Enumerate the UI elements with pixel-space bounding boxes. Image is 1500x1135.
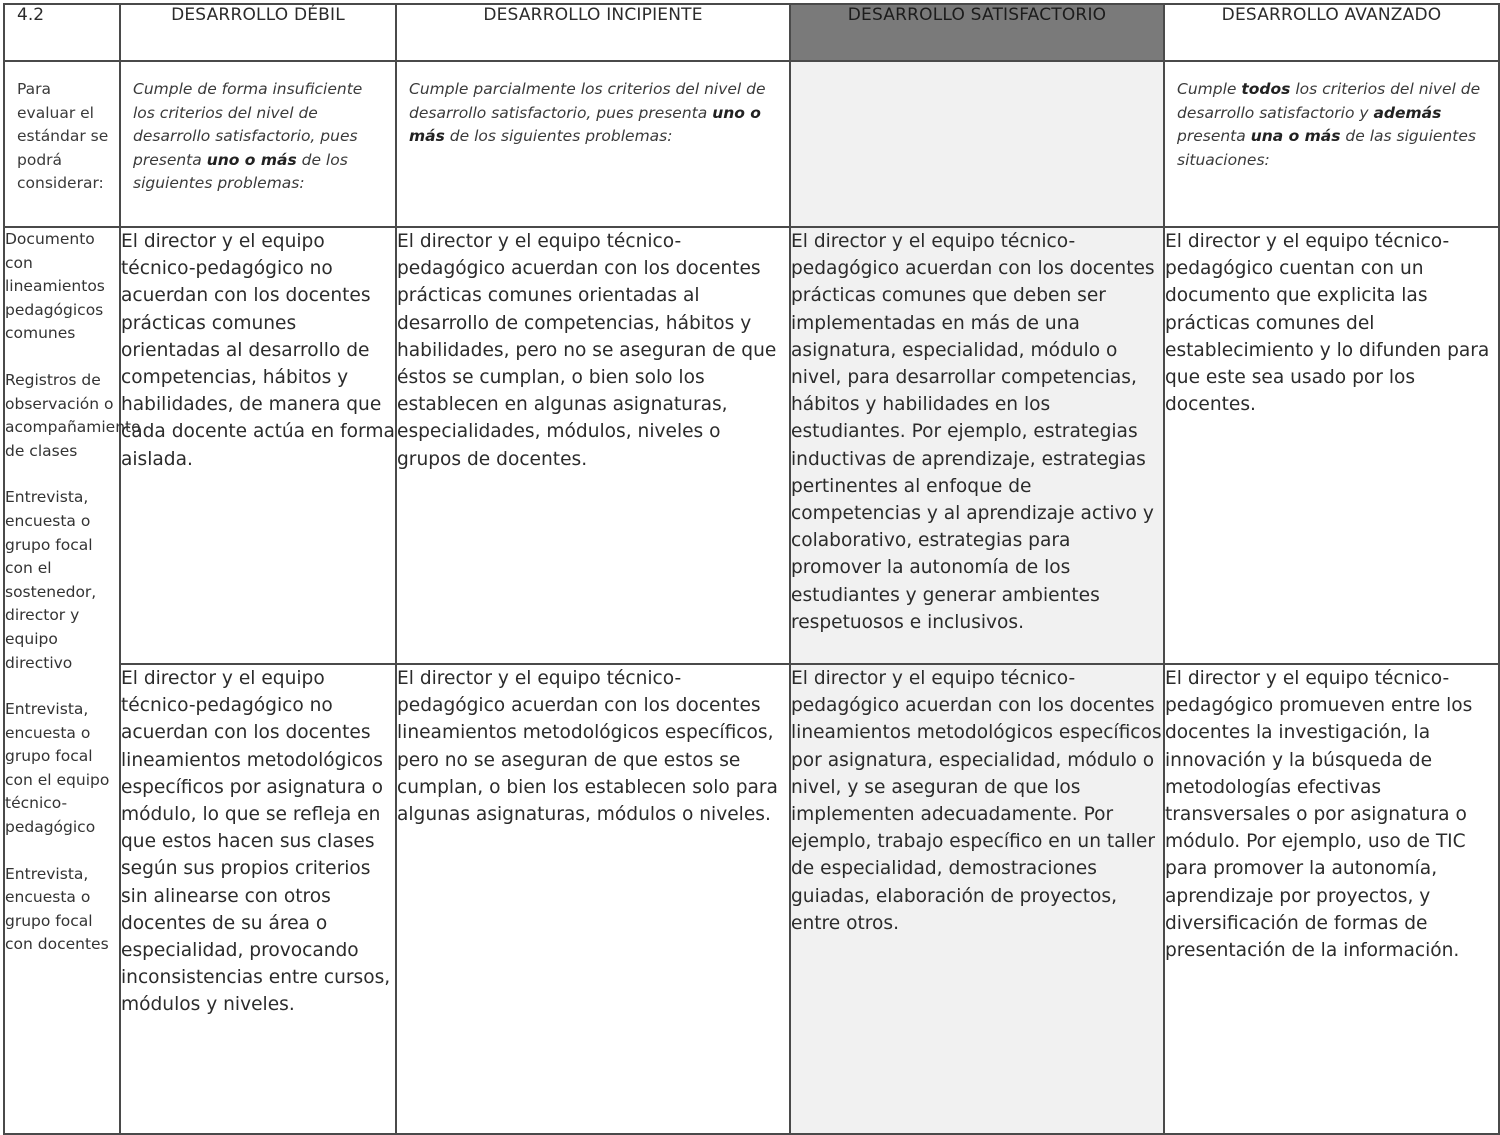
rubric-table <box>3 3 1500 1135</box>
row2-satisfactorio: El director y el equipo técnico-pedagógico acuerdan con los docentes lineamientos metodológicos específicos por asignatura, especialidad, módulo o nivel, y se aseguran de que los implementen adecuadamente. Por ejemplo, trabajo específico en un taller de especialidad, demostraciones guiadas, elaboración de proyectos, entre otros. <box>790 664 1164 1134</box>
incipiente-criteria: Cumple parcialmente los criterios del nivel de desarrollo satisfactorio, pues presenta uno o más de los siguientes problemas: <box>396 61 790 227</box>
row1-incipiente: El director y el equipo técnico-pedagógico acuerdan con los docentes prácticas comunes orientadas al desarrollo de competencias, hábitos y habilidades, pero no se aseguran de que éstos se cumplan, o bien solo los establecen en algunas asignaturas, especialidades, módulos, niveles o grupos de docentes. <box>396 227 790 664</box>
debil-criteria: Cumple de forma insuficiente los criterios del nivel de desarrollo satisfactorio, pues presenta uno o más de los siguientes problemas: <box>120 61 396 227</box>
row2-avanzado: El director y el equipo técnico-pedagógico promueven entre los docentes la investigación, la innovación y la búsqueda de metodologías efectivas transversales o por asignatura o módulo. Por ejemplo, uso de TIC para promover la autonomía, aprendizaje por proyectos, y diversificación de formas de presentación de la información. <box>1164 664 1499 1134</box>
list-item: Entrevista, encuesta o grupo focal con el equipo técnico-pedagógico <box>5 700 110 837</box>
row1-avanzado: El director y el equipo técnico-pedagógico cuentan con un documento que explicita las prácticas comunes del establecimiento y lo difunden para que este sea usado por los docentes. <box>1164 227 1499 664</box>
evaluation-lead: Para evaluar el estándar se podrá considerar: <box>4 61 120 227</box>
level-avanzado-header: DESARROLLO AVANZADO <box>1164 4 1499 61</box>
list-item: Documento con lineamientos pedagógicos comunes <box>5 230 105 343</box>
list-item: Registros de observación o acompañamiento de clases <box>5 370 141 460</box>
standard-code: 4.2 <box>4 4 120 61</box>
intro-row <box>4 61 1499 227</box>
header-row <box>4 4 1499 61</box>
row2-incipiente: El director y el equipo técnico-pedagógico acuerdan con los docentes lineamientos metodológicos específicos, pero no se aseguran de que estos se cumplan, o bien los establecen solo para algunas asignaturas, módulos o niveles. <box>396 664 790 1134</box>
avanzado-criteria: Cumple todos los criterios del nivel de desarrollo satisfactorio y además presenta una o más de las siguientes situaciones: <box>1164 61 1499 227</box>
satisfactorio-criteria <box>790 61 1164 227</box>
row1-satisfactorio: El director y el equipo técnico-pedagógico acuerdan con los docentes prácticas comunes que deben ser implementadas en más de una asignatura, especialidad, módulo o nivel, para desarrollar competencias, hábitos y habilidades en los estudiantes. Por ejemplo, estrategias inductivas de aprendizaje, estrategias pertinentes al enfoque de competencias y al aprendizaje activo y colaborativo, estrategias para promover la autonomía de los estudiantes y generar ambientes respetuosos e inclusivos. <box>790 227 1164 664</box>
row2-debil: El director y el equipo técnico-pedagógico no acuerdan con los docentes lineamientos metodológicos específicos por asignatura o módulo, lo que se refleja en que estos hacen sus clases según sus propios criterios sin alinearse con otros docentes de su área o especialidad, provocando inconsistencias entre cursos, módulos y niveles. <box>120 664 396 1134</box>
list-item: Entrevista, encuesta o grupo focal con docentes <box>5 864 109 954</box>
table-row <box>4 664 1499 1134</box>
evidence-sources <box>4 227 141 1134</box>
level-incipiente-header: DESARROLLO INCIPIENTE <box>396 4 790 61</box>
level-debil-header: DESARROLLO DÉBIL <box>120 4 396 61</box>
table-row <box>4 227 1499 664</box>
row1-debil: El director y el equipo técnico-pedagógico no acuerdan con los docentes prácticas comunes orientadas al desarrollo de competencias, hábitos y habilidades, de manera que cada docente actúa en forma aislada. <box>120 227 396 664</box>
list-item: Entrevista, encuesta o grupo focal con el sostenedor, director y equipo directivo <box>5 488 97 672</box>
level-satisfactorio-header: DESARROLLO SATISFACTORIO <box>790 4 1164 61</box>
